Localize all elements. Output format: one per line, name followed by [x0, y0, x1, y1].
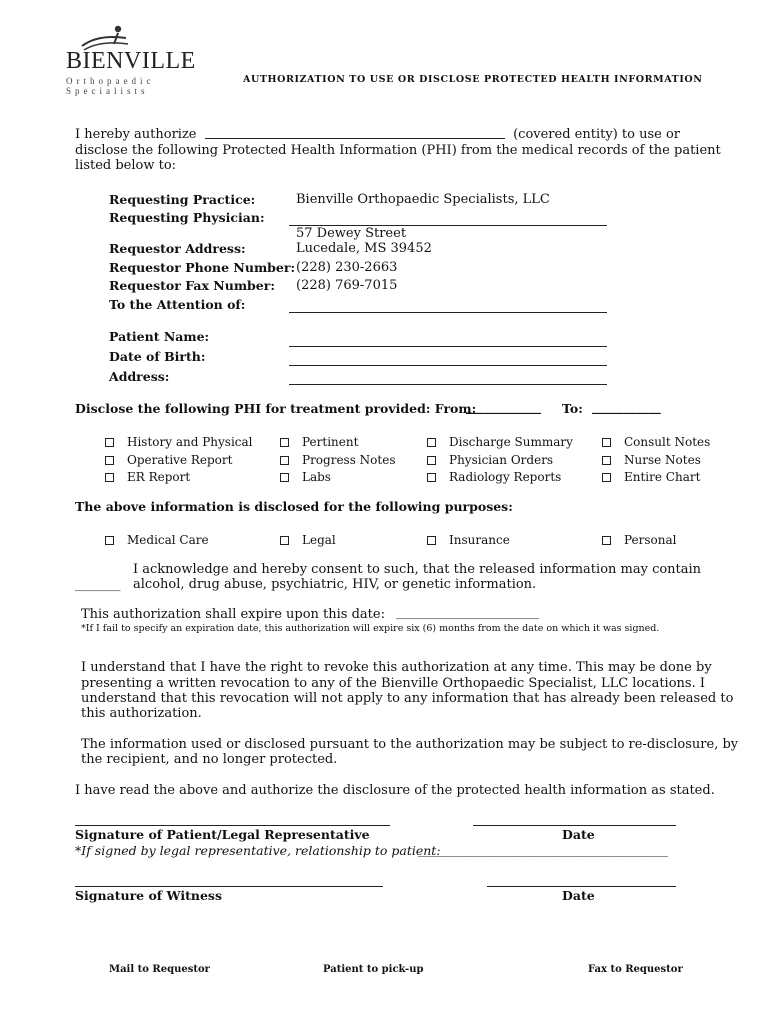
- phi-option-er[interactable]: ER Report: [105, 470, 190, 484]
- expire-note: *If I fail to specify an expiration date, this authorization will expire six (6) months from the date on which it was signed.: [81, 623, 660, 634]
- requestor-phone-value: (228) 230-2663: [296, 260, 398, 275]
- purpose-insurance[interactable]: Insurance: [427, 533, 510, 547]
- checkbox-icon[interactable]: [427, 456, 436, 465]
- phi-option-history[interactable]: History and Physical: [105, 435, 253, 449]
- requesting-practice-value: Bienville Orthopaedic Specialists, LLC: [296, 192, 550, 207]
- requesting-practice-label: Requesting Practice:: [109, 192, 256, 207]
- purposes-label: The above information is disclosed for the following purposes:: [75, 499, 513, 514]
- phi-option-orders[interactable]: Physician Orders: [427, 453, 553, 467]
- patient-address-field[interactable]: [289, 384, 607, 385]
- footer-pickup: Patient to pick-up: [323, 964, 424, 975]
- checkbox-icon[interactable]: [427, 438, 436, 447]
- logo: [64, 24, 214, 96]
- patient-date-label: Date: [562, 827, 595, 842]
- checkbox-icon[interactable]: [280, 456, 289, 465]
- requestor-address-label: Requestor Address:: [109, 241, 246, 256]
- purpose-legal[interactable]: Legal: [280, 533, 336, 547]
- disclose-to-field[interactable]: ___________: [592, 399, 661, 414]
- phi-option-discharge[interactable]: Discharge Summary: [427, 435, 573, 449]
- requestor-fax-value: (228) 769-7015: [296, 278, 398, 293]
- checkbox-icon[interactable]: [105, 536, 114, 545]
- disclose-label: Disclose the following PHI for treatment provided: From:: [75, 401, 477, 416]
- checkbox-icon[interactable]: [105, 438, 114, 447]
- phi-option-nurse[interactable]: Nurse Notes: [602, 453, 701, 467]
- witness-signature-label: Signature of Witness: [75, 888, 222, 903]
- requestor-address-line-1: 57 Dewey Street: [296, 226, 407, 241]
- attention-label: To the Attention of:: [109, 297, 246, 312]
- checkbox-icon[interactable]: [602, 438, 611, 447]
- phi-option-radiology[interactable]: Radiology Reports: [427, 470, 561, 484]
- intro-suffix: (covered entity) to use or: [513, 127, 680, 142]
- patient-address-label: Address:: [109, 369, 170, 384]
- requestor-fax-label: Requestor Fax Number:: [109, 278, 275, 293]
- checkbox-icon[interactable]: [602, 473, 611, 482]
- witness-signature-field[interactable]: [75, 886, 383, 887]
- revoke-line-1: I understand that I have the right to revoke this authorization at any time. This may be done by: [81, 660, 712, 675]
- logo-subtitle: Orthopaedic Specialists: [66, 76, 155, 96]
- witness-date-field[interactable]: [487, 886, 676, 887]
- disclose-to-label: To:: [562, 401, 583, 416]
- expire-text: This authorization shall expire upon this date:: [81, 607, 385, 622]
- intro-line-2: disclose the following Protected Health Information (PHI) from the medical records of the patient: [75, 143, 721, 158]
- revoke-line-2: presenting a written revocation to any of the Bienville Orthopaedic Specialist, LLC locations. I: [81, 676, 705, 691]
- logo-name: BIENVILLE: [66, 48, 196, 74]
- relationship-field[interactable]: ________________________________________: [418, 842, 668, 857]
- checkbox-icon[interactable]: [105, 456, 114, 465]
- redisclosure-line-2: the recipient, and no longer protected.: [81, 752, 338, 767]
- redisclosure-line-1: The information used or disclosed pursuant to the authorization may be subject to re-disclosure, by: [81, 737, 739, 752]
- phi-option-operative[interactable]: Operative Report: [105, 453, 232, 467]
- acknowledge-line-1: I acknowledge and hereby consent to such, that the released information may contain: [133, 562, 702, 577]
- acknowledge-initials-field[interactable]: _______: [75, 577, 121, 592]
- phi-option-pertinent[interactable]: Pertinent: [280, 435, 358, 449]
- expire-date-field[interactable]: ______________________: [396, 605, 539, 620]
- dob-label: Date of Birth:: [109, 349, 206, 364]
- covered-entity-field[interactable]: [205, 127, 506, 139]
- dob-field[interactable]: [289, 365, 607, 366]
- acknowledge-line-2: alcohol, drug abuse, psychiatric, HIV, or genetic information.: [133, 577, 537, 592]
- patient-name-label: Patient Name:: [109, 329, 210, 344]
- footer-mail: Mail to Requestor: [109, 964, 210, 975]
- footer-fax: Fax to Requestor: [588, 964, 683, 975]
- requesting-physician-label: Requesting Physician:: [109, 210, 265, 225]
- checkbox-icon[interactable]: [427, 473, 436, 482]
- phi-option-progress[interactable]: Progress Notes: [280, 453, 396, 467]
- patient-name-field[interactable]: [289, 346, 607, 347]
- checkbox-icon[interactable]: [280, 473, 289, 482]
- requestor-phone-label: Requestor Phone Number:: [109, 260, 296, 275]
- purpose-medical[interactable]: Medical Care: [105, 533, 209, 547]
- intro-prefix: I hereby authorize: [75, 127, 197, 142]
- phi-option-labs[interactable]: Labs: [280, 470, 331, 484]
- checkbox-icon[interactable]: [602, 456, 611, 465]
- disclose-from-field[interactable]: ____________: [466, 399, 541, 414]
- checkbox-icon[interactable]: [280, 536, 289, 545]
- checkbox-icon[interactable]: [105, 473, 114, 482]
- phi-option-entire[interactable]: Entire Chart: [602, 470, 700, 484]
- phi-option-consult[interactable]: Consult Notes: [602, 435, 710, 449]
- read-statement: I have read the above and authorize the disclosure of the protected health information as stated.: [75, 783, 715, 798]
- witness-date-label: Date: [562, 888, 595, 903]
- page-title: AUTHORIZATION TO USE OR DISCLOSE PROTECTED HEALTH INFORMATION: [243, 74, 703, 85]
- checkbox-icon[interactable]: [602, 536, 611, 545]
- patient-signature-field[interactable]: [75, 825, 390, 826]
- relationship-text: *If signed by legal representative, relationship to patient:: [75, 843, 441, 858]
- revoke-line-3: understand that this revocation will not apply to any information that has already been released to: [81, 691, 734, 706]
- intro-line-3: listed below to:: [75, 158, 177, 173]
- checkbox-icon[interactable]: [280, 438, 289, 447]
- purpose-personal[interactable]: Personal: [602, 533, 676, 547]
- intro-line-1: [75, 127, 680, 143]
- patient-signature-label: Signature of Patient/Legal Representative: [75, 827, 370, 842]
- requestor-address-line-2: Lucedale, MS 39452: [296, 241, 432, 256]
- patient-date-field[interactable]: [473, 825, 676, 826]
- revoke-line-4: this authorization.: [81, 706, 202, 721]
- attention-field[interactable]: [289, 312, 607, 313]
- checkbox-icon[interactable]: [427, 536, 436, 545]
